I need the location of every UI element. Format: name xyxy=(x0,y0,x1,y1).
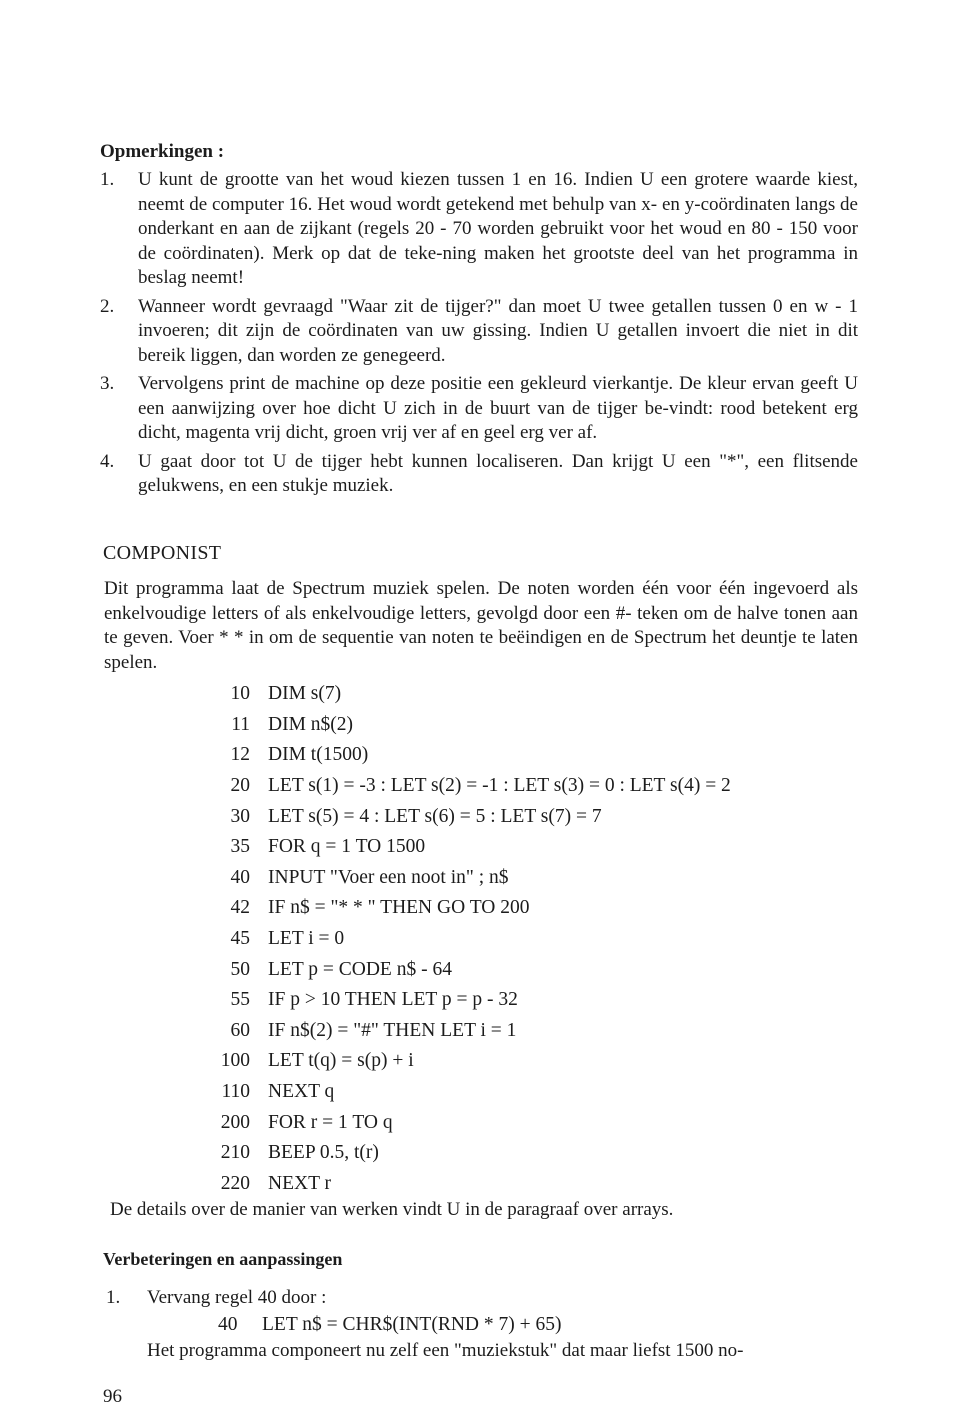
list-item xyxy=(100,168,858,291)
code-line xyxy=(212,924,731,955)
statement: DIM t(1500) xyxy=(268,744,369,766)
code-line xyxy=(212,1077,731,1108)
code-line xyxy=(212,1138,731,1169)
line-number: 11 xyxy=(231,713,250,735)
code-line xyxy=(212,1107,731,1138)
line-number: 110 xyxy=(221,1081,250,1103)
code-line xyxy=(212,1046,731,1077)
list-item xyxy=(100,295,858,369)
statement: NEXT q xyxy=(268,1081,335,1103)
item-number: 1. xyxy=(100,169,115,190)
code-line xyxy=(212,740,731,771)
line-number: 100 xyxy=(220,1050,250,1072)
line-number: 50 xyxy=(230,958,250,980)
statement: DIM s(7) xyxy=(268,683,342,705)
remarks-list xyxy=(100,168,858,503)
item-number: 3. xyxy=(100,373,115,394)
statement: FOR q = 1 TO 1500 xyxy=(268,836,426,858)
line-number: 40 xyxy=(230,866,250,888)
statement: IF p > 10 THEN LET p = p - 32 xyxy=(268,989,518,1011)
list-item xyxy=(100,450,858,499)
line-number: 210 xyxy=(220,1142,250,1164)
item-text: U gaat door tot U de tijger hebt kunnen localiseren. Dan krijgt U een "*", een flitsende gelukwens, en een stukje muziek. xyxy=(138,450,858,496)
code-line xyxy=(212,710,731,741)
code-line xyxy=(212,863,731,894)
line-number: 200 xyxy=(220,1111,250,1133)
line-number: 12 xyxy=(230,744,250,766)
statement: FOR r = 1 TO q xyxy=(268,1111,393,1133)
details-text: De details over de manier van werken vindt U in de paragraaf over arrays. xyxy=(110,1199,674,1220)
improvements-heading: Verbeteringen en aanpassingen xyxy=(103,1249,343,1269)
line-number: 30 xyxy=(230,805,250,827)
improvement-number: 1. xyxy=(106,1287,121,1308)
statement: LET i = 0 xyxy=(268,928,345,950)
line-number: 220 xyxy=(220,1172,250,1194)
code-line xyxy=(212,954,731,985)
code-line xyxy=(212,1169,731,1200)
item-text: U kunt de grootte van het woud kiezen tussen 1 en 16. Indien U een grotere waarde kiest, neemt de computer 16. Het woud wordt getekend met behulp van x- en y-coördinaten langs de onderkant en aan de zijkant (regels 20 - 70 worden gebruikt voor het woud en 80 - 150 voor de coördinaten). Merk op dat de teke-ning maken het grootste deel van het programma in beslag neemt! xyxy=(138,169,858,288)
code-line xyxy=(212,1016,731,1047)
remarks-heading: Opmerkingen : xyxy=(100,141,225,162)
code-line xyxy=(212,832,731,863)
statement: INPUT "Voer een noot in" ; n$ xyxy=(268,866,509,888)
code-line xyxy=(212,679,731,710)
section-intro: Dit programma laat de Spectrum muziek spelen. De noten worden één voor één ingevoerd als enkelvoudige letters of als enkelvoudige letters, gevolgd door een #- teken om de halve tonen aan te geven. Voer * * in om de sequentie van noten te beëindigen en de Spectrum het deuntje te laten spelen. xyxy=(104,578,858,673)
code-line xyxy=(212,771,731,802)
page-number: 96 xyxy=(103,1386,122,1407)
code-line xyxy=(212,893,731,924)
statement: NEXT r xyxy=(268,1172,332,1194)
statement: IF n$ = "* * " THEN GO TO 200 xyxy=(268,897,530,919)
line-number: 20 xyxy=(230,775,250,797)
statement: DIM n$(2) xyxy=(268,713,354,735)
line-number: 55 xyxy=(230,989,250,1011)
item-number: 4. xyxy=(100,450,115,472)
line-number: 10 xyxy=(230,683,250,705)
program-listing xyxy=(212,679,731,1199)
improvement-continuation: Het programma componeert nu zelf een "muziekstuk" dat maar liefst 1500 no- xyxy=(147,1340,744,1361)
statement: LET p = CODE n$ - 64 xyxy=(268,958,452,980)
code-line xyxy=(212,985,731,1016)
improvement-code-statement: LET n$ = CHR$(INT(RND * 7) + 65) xyxy=(262,1314,562,1335)
list-item xyxy=(100,372,858,446)
statement: LET s(1) = -3 : LET s(2) = -1 : LET s(3) = 0 : LET s(4) = 2 xyxy=(268,775,731,797)
improvement-code-line-number: 40 xyxy=(218,1314,238,1335)
code-line xyxy=(212,801,731,832)
line-number: 42 xyxy=(230,897,250,919)
statement: BEEP 0.5, t(r) xyxy=(268,1142,379,1164)
statement: IF n$(2) = "#" THEN LET i = 1 xyxy=(268,1019,517,1041)
section-title: COMPONIST xyxy=(103,542,222,564)
statement: LET t(q) = s(p) + i xyxy=(268,1050,414,1072)
item-text: Wanneer wordt gevraagd "Waar zit de tijger?" dan moet U twee getallen tussen 0 en w - 1 invoeren; dit zijn de coördinaten van uw gissing. Indien U getallen invoert die niet in dit bereik liggen, dan worden ze genegeerd. xyxy=(138,295,858,366)
line-number: 35 xyxy=(230,836,250,858)
statement: LET s(5) = 4 : LET s(6) = 5 : LET s(7) = 7 xyxy=(268,805,602,827)
line-number: 45 xyxy=(230,928,250,950)
item-number: 2. xyxy=(100,295,115,317)
item-text: Vervolgens print de machine op deze positie een gekleurd vierkantje. De kleur ervan geeft U een aanwijzing over hoe dicht U zich in de buurt van de tijger be-vindt: rood betekent erg dicht, magenta vrij dicht, groen vrij ver af en geel erg ver af. xyxy=(138,373,858,443)
line-number: 60 xyxy=(230,1019,250,1041)
improvement-text: Vervang regel 40 door : xyxy=(147,1287,327,1308)
